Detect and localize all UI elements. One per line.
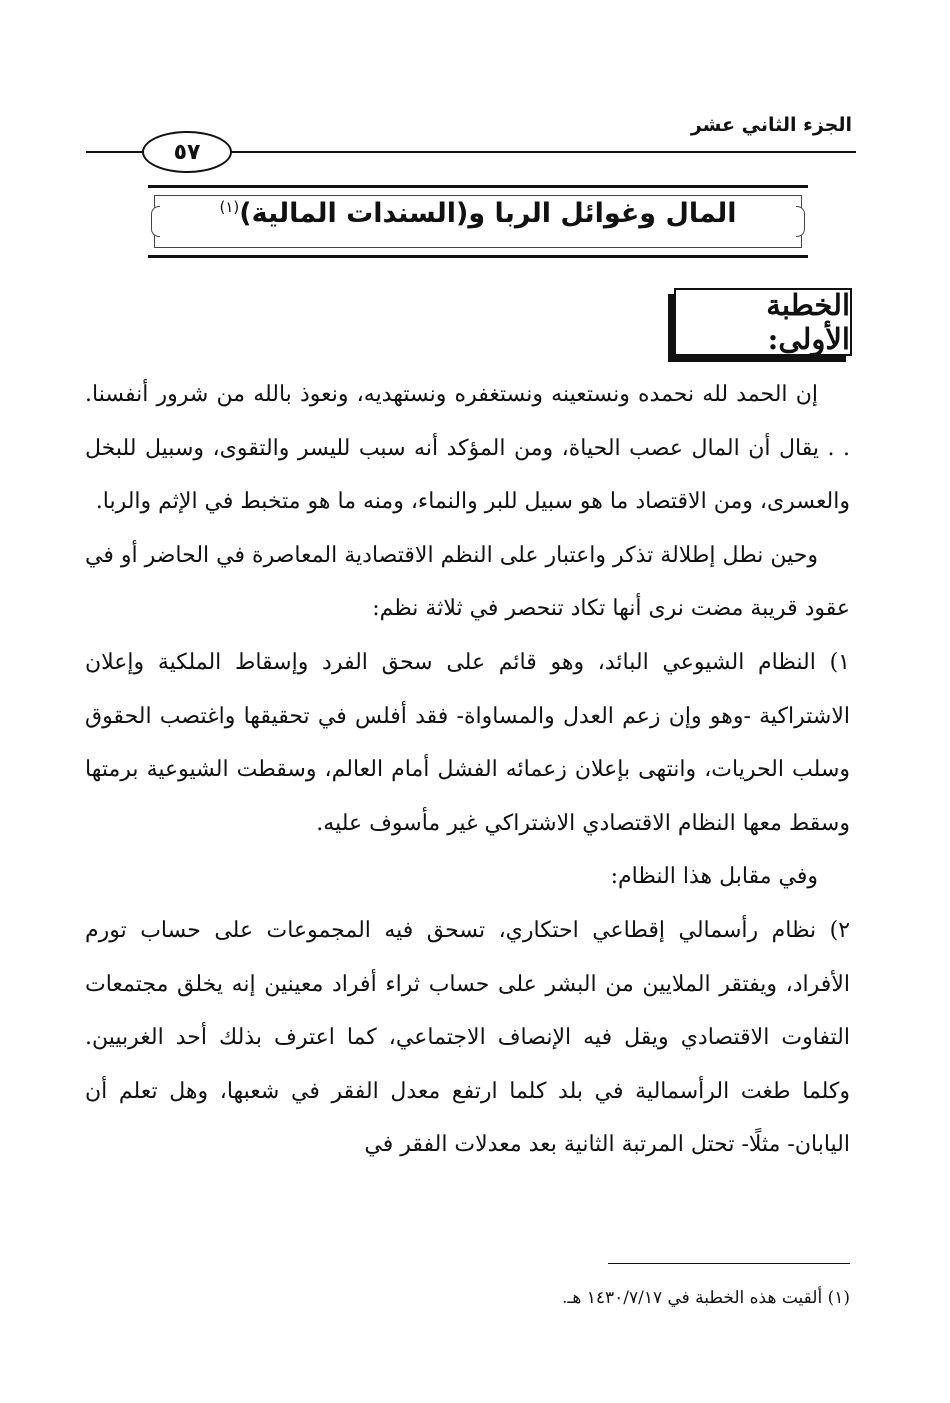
footnote: (١) ألقيت هذه الخطبة في ١٤٣٠/٧/١٧ هـ.: [561, 1288, 850, 1308]
footnote-marker[interactable]: (١): [219, 198, 240, 216]
paragraph-capitalist: ٢) نظام رأسمالي إقطاعي احتكاري، تسحق فيه المجموعات على حساب تورم الأفراد، ويفتقر الملايين من البشر على حساب ثراء أفراد معينين إنه يخلق مجتمعات التفاوت الاقتصادي ويقل فيه الإنصاف الاجتماعي، كما اعترف بذلك أحد الغربيين. وكلما طغت الرأسمالية في بلد كلما ارتفع معدل الفقر في شعبها، وهل تعلم أن اليابان- مثلًا- تحتل المرتبة الثانية بعد معدلات الفقر في: [85, 917, 851, 1158]
section-heading: الخطبة الأولى:: [674, 288, 852, 356]
paragraph-systems: وحين نطل إطلالة تذكر واعتبار على النظم الاقتصادية المعاصرة في الحاضر أو في عقود قريبة مضت نرى أنها تكاد تنحصر في ثلاثة نظم:: [85, 542, 850, 622]
paragraph-transition: وفي مقابل هذا النظام:: [610, 864, 818, 890]
chapter-title: [148, 198, 808, 229]
chapter-title-frame: [148, 185, 808, 258]
chapter-title-text: المال وغوائل الربا و(السندات المالية): [239, 198, 737, 229]
body-text: [85, 368, 850, 1172]
title-rule-top: [148, 185, 808, 188]
footnote-rule: [608, 1263, 850, 1264]
running-title: الجزء الثاني عشر: [690, 114, 852, 136]
page-number: ٥٧: [142, 131, 232, 173]
paragraph-intro: إن الحمد لله نحمده ونستعينه ونستغفره ونستهديه، ونعوذ بالله من شرور أنفسنا. . . يقال أن المال عصب الحياة، ومن المؤكد أنه سبب لليسر والتقوى، وسبيل للبخل والعسرى، ومن الاقتصاد ما هو سبيل للبر والنماء، ومنه ما هو متخبط في الإثم والربا.: [85, 382, 850, 515]
title-rule-bottom: [148, 255, 808, 258]
paragraph-communist: ١) النظام الشيوعي البائد، وهو قائم على سحق الفرد وإسقاط الملكية وإعلان الاشتراكية -وهو وإن زعم العدل والمساواة- فقد أفلس في تحقيقها واغتصب الحقوق وسلب الحريات، وانتهى بإعلان زعمائه الفشل أمام العالم، وسقطت الشيوعية برمتها وسقط معها النظام الاقتصادي الاشتراكي غير مأسوف عليه.: [85, 649, 850, 836]
